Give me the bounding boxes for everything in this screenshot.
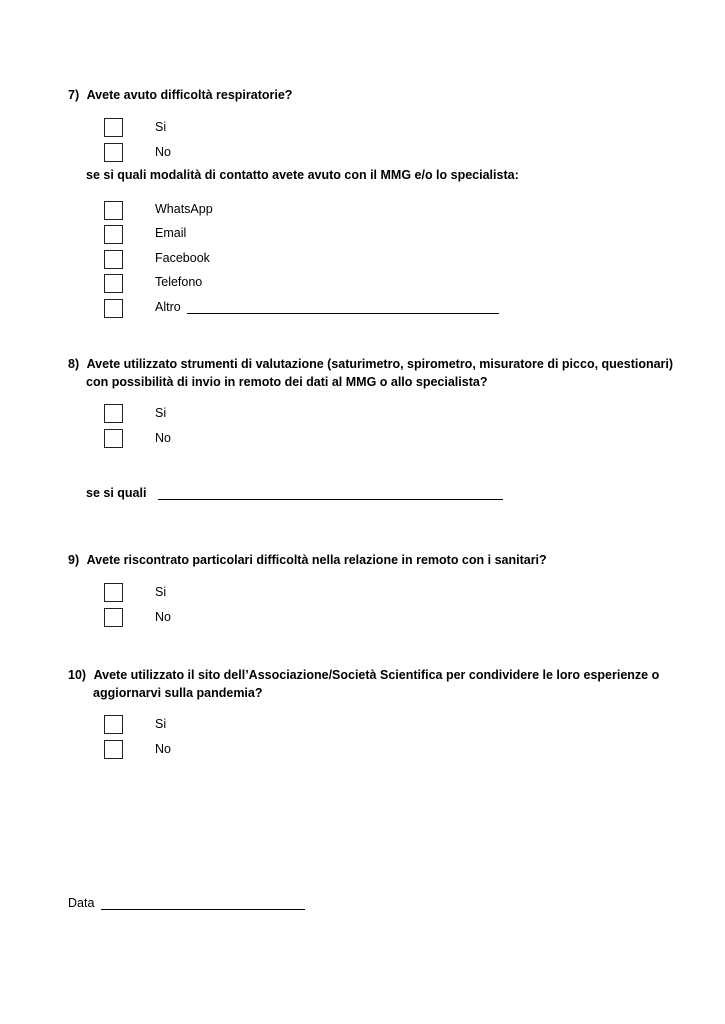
- question-7-text: Avete avuto difficoltà respiratorie?: [86, 88, 293, 102]
- question-9-number: 9): [68, 553, 80, 567]
- question-9-title: [68, 551, 547, 569]
- q8-si-checkbox[interactable]: [104, 404, 123, 423]
- q9-si-label: Si: [155, 585, 167, 599]
- q7-altro-checkbox[interactable]: [104, 299, 123, 318]
- question-8-text-line1: Avete utilizzato strumenti di valutazione (saturimetro, spirometro, misuratore di picco, questionari): [86, 357, 674, 371]
- q7-no-label: No: [155, 145, 171, 159]
- q7-altro-label: Altro: [155, 300, 181, 314]
- q7-telefono-checkbox[interactable]: [104, 274, 123, 293]
- q8-followup-fill-line[interactable]: [158, 499, 503, 500]
- q10-si-label: Si: [155, 717, 167, 731]
- question-10-text-line1: Avete utilizzato il sito dell’Associazione/Società Scientifica per condividere le loro esperienze o: [93, 668, 660, 682]
- q10-no-label: No: [155, 742, 171, 756]
- q7-no-checkbox[interactable]: [104, 143, 123, 162]
- q10-si-checkbox[interactable]: [104, 715, 123, 734]
- date-label: Data: [68, 896, 95, 910]
- question-9-text: Avete riscontrato particolari difficoltà nella relazione in remoto con i sanitari?: [86, 553, 547, 567]
- q9-no-label: No: [155, 610, 171, 624]
- q8-no-label: No: [155, 431, 171, 445]
- q8-followup-text: se si quali: [86, 486, 147, 500]
- q7-whatsapp-checkbox[interactable]: [104, 201, 123, 220]
- question-8-number: 8): [68, 357, 80, 371]
- q7-si-checkbox[interactable]: [104, 118, 123, 137]
- date-fill-line[interactable]: [101, 909, 305, 910]
- question-7-title: [68, 86, 292, 104]
- q7-email-checkbox[interactable]: [104, 225, 123, 244]
- q7-altro-fill-line[interactable]: [187, 313, 499, 314]
- q7-facebook-label: Facebook: [155, 251, 210, 265]
- question-10-text-line2: aggiornarvi sulla pandemia?: [93, 686, 263, 700]
- q7-telefono-label: Telefono: [155, 275, 203, 289]
- question-10-title: [68, 666, 659, 684]
- q10-no-checkbox[interactable]: [104, 740, 123, 759]
- question-7-number: 7): [68, 88, 80, 102]
- q7-email-label: Email: [155, 226, 187, 240]
- q7-si-label: Si: [155, 120, 167, 134]
- q8-si-label: Si: [155, 406, 167, 420]
- q7-facebook-checkbox[interactable]: [104, 250, 123, 269]
- q9-no-checkbox[interactable]: [104, 608, 123, 627]
- q8-no-checkbox[interactable]: [104, 429, 123, 448]
- q7-whatsapp-label: WhatsApp: [155, 202, 213, 216]
- q7-followup-text: se si quali modalità di contatto avete avuto con il MMG e/o lo specialista:: [86, 168, 519, 182]
- q9-si-checkbox[interactable]: [104, 583, 123, 602]
- question-10-number: 10): [68, 668, 87, 682]
- question-8-title: [68, 355, 673, 373]
- question-8-text-line2: con possibilità di invio in remoto dei dati al MMG o allo specialista?: [86, 375, 488, 389]
